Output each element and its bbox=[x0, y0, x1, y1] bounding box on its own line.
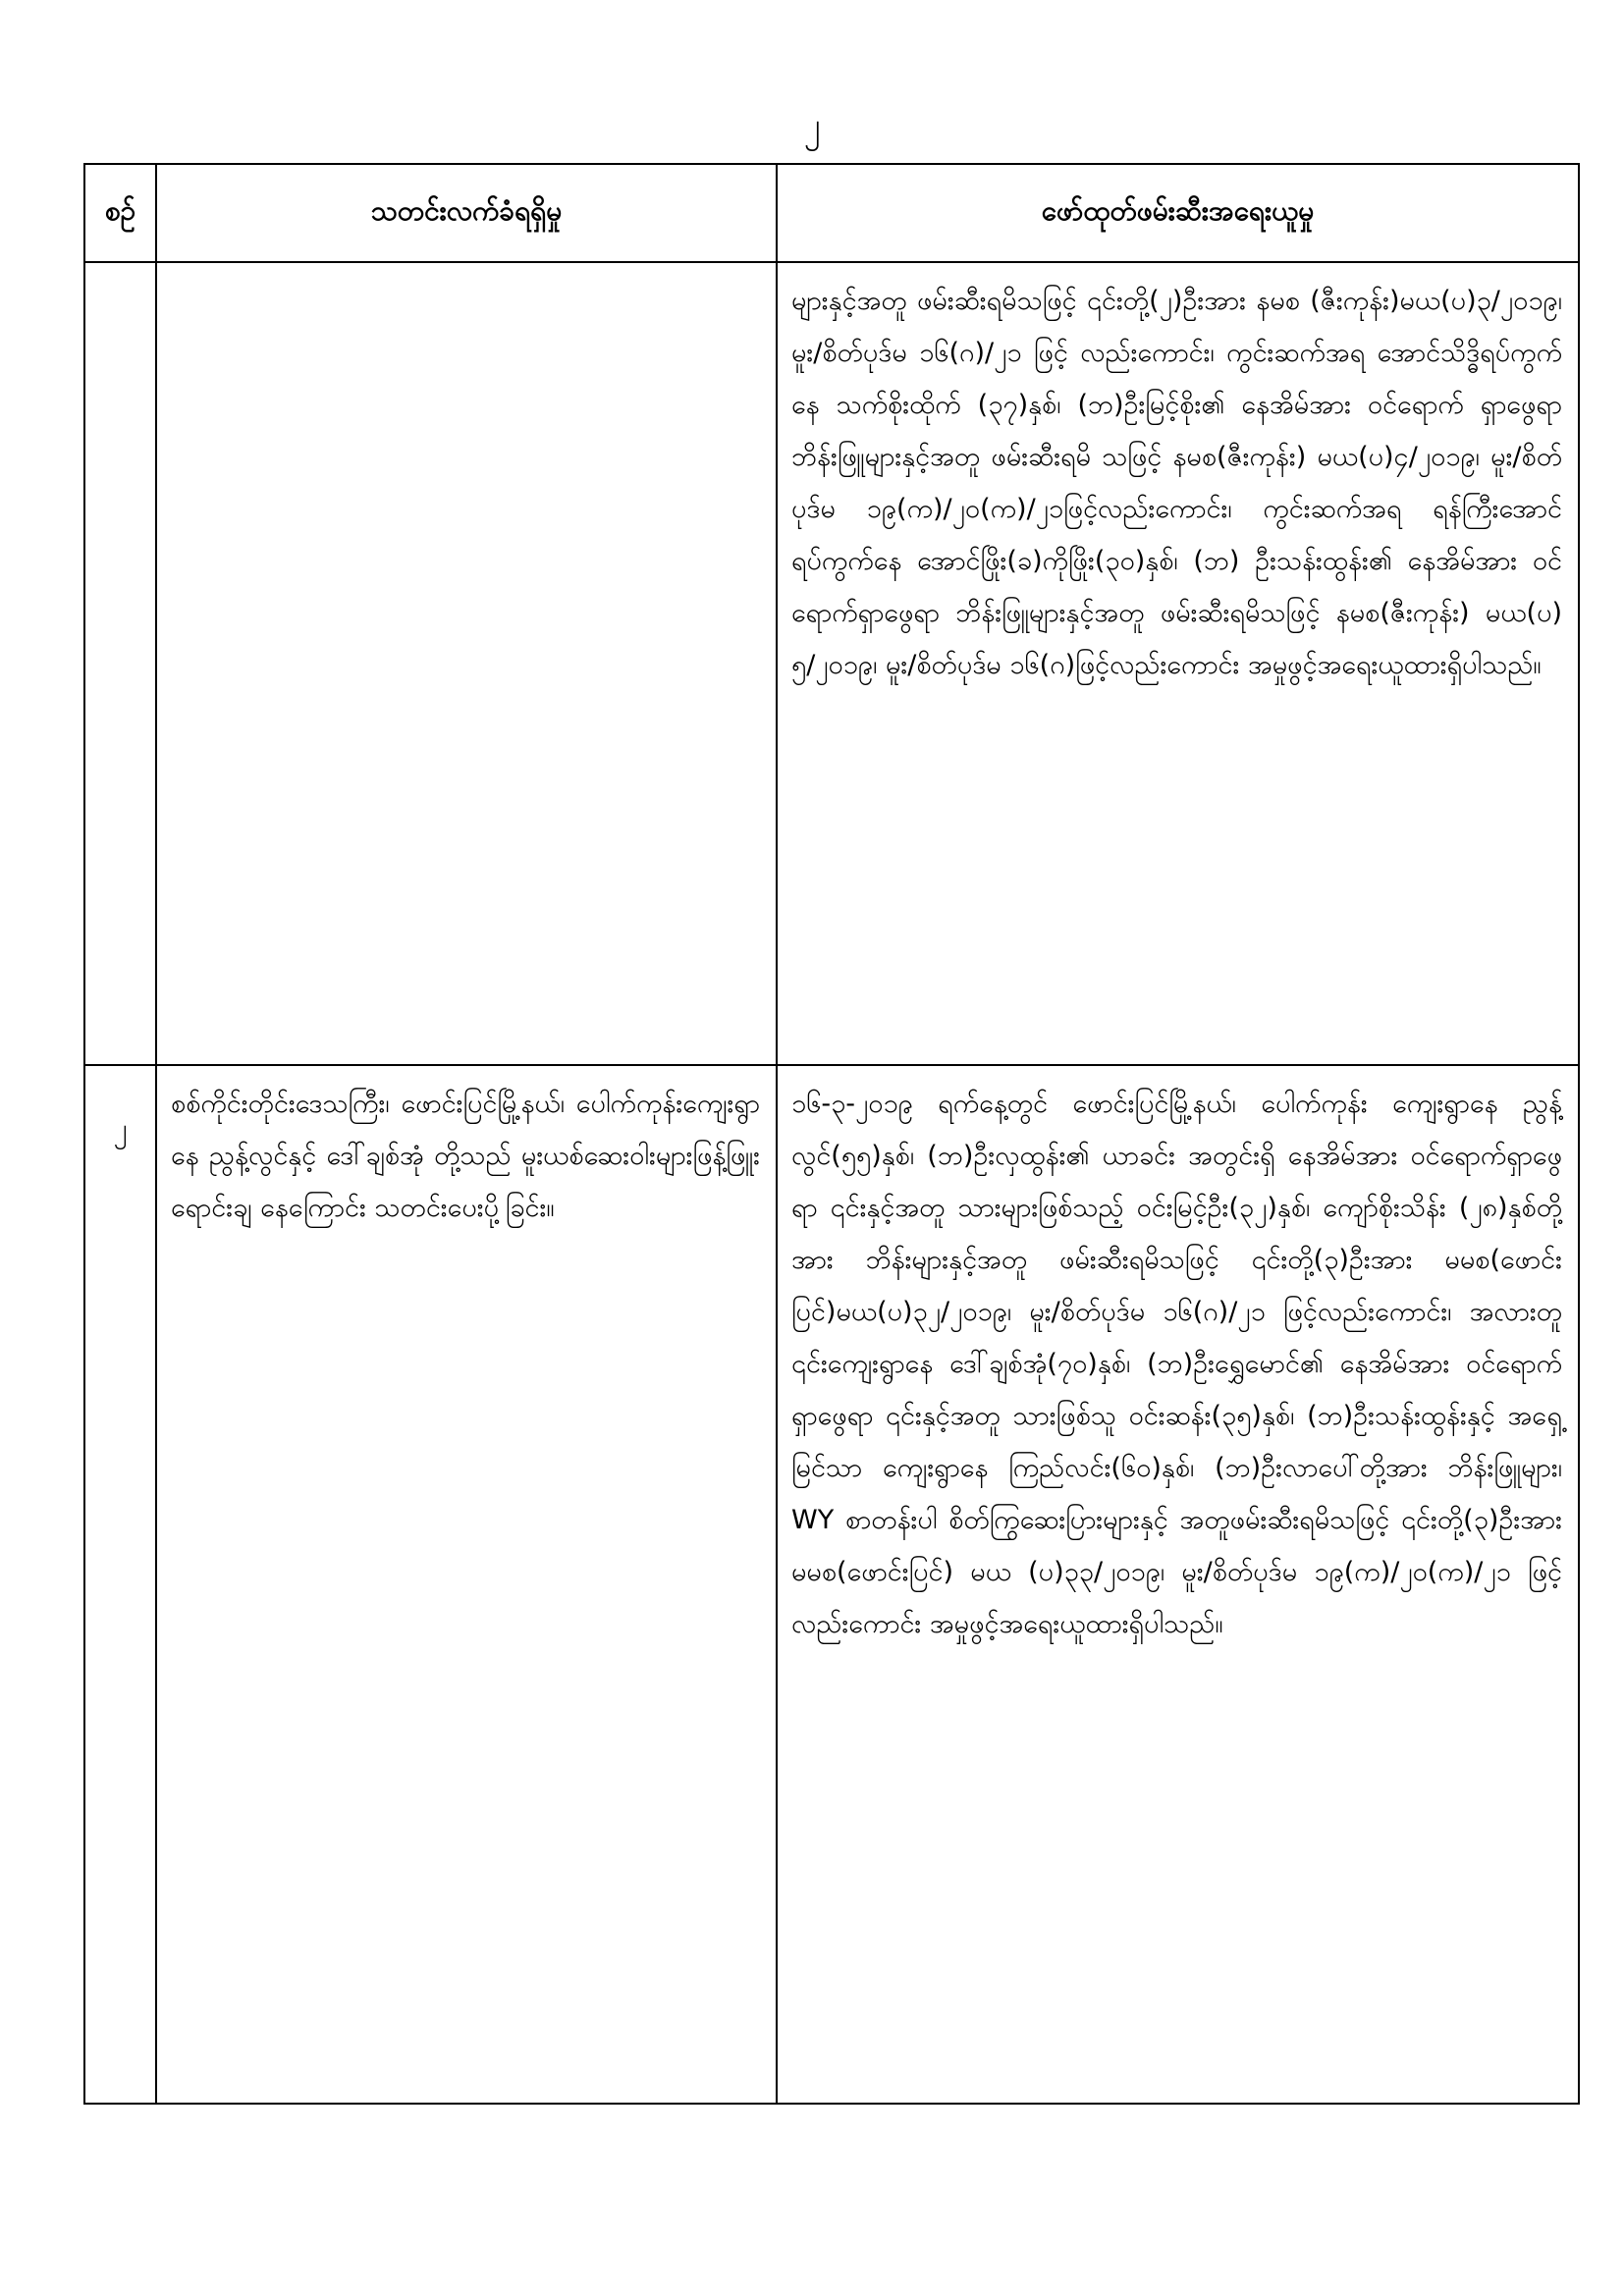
row-action-taken: ၁၆-၃-၂၀၁၉ ရက်နေ့တွင် ဖောင်းပြင်မြို့နယ်၊ ပေါက်ကုန်း ကျေးရွာနေ ညွန့်လွင်(၅၅)နှစ်၊ (ဘ)ဦးလှထွန်း၏ ယာခင်း အတွင်းရှိ နေအိမ်အား ဝင်ရောက်ရှာဖွေရာ ၎င်းနှင့်အတူ သားများဖြစ်သည့် ဝင်းမြင့်ဦး(၃၂)နှစ်၊ ကျော်စိုးသိန်း (၂၈)နှစ်တို့အား ဘိန်းများနှင့်အတူ ဖမ်းဆီးရမိသဖြင့် ၎င်းတို့(၃)ဦးအား မမစ(ဖောင်းပြင်)မယ(ပ)၃၂/၂၀၁၉၊ မူး/စိတ်ပုဒ်မ ၁၆(ဂ)/၂၁ ဖြင့်လည်းကောင်း၊ အလားတူ ၎င်းကျေးရွာနေ ဒေါ်ချစ်အုံ(၇၀)နှစ်၊ (ဘ)ဦးရွှေမောင်၏ နေအိမ်အား ဝင်ရောက်ရှာဖွေရာ ၎င်းနှင့်အတူ သားဖြစ်သူ ဝင်းဆန်း(၃၅)နှစ်၊ (ဘ)ဦးသန်းထွန်းနှင့် အရှေ့မြင်သာ ကျေးရွာနေ ကြည်လင်း(၆၀)နှစ်၊ (ဘ)ဦးလာပေါ်တို့အား ဘိန်းဖြူများ၊ WY စာတန်းပါ စိတ်ကြွဆေးပြားများနှင့် အတူဖမ်းဆီးရမိသဖြင့် ၎င်းတို့(၃)ဦးအား မမစ(ဖောင်းပြင်) မယ (ပ)၃၃/၂၀၁၉၊ မူး/စိတ်ပုဒ်မ ၁၉(က)/၂၀(က)/၂၁ ဖြင့် လည်းကောင်း အမှုဖွင့်အရေးယူထားရှိပါသည်။ bbox=[777, 1065, 1579, 2104]
report-table bbox=[83, 163, 1580, 2105]
table-row bbox=[84, 1065, 1579, 2104]
page-number: ၂ bbox=[803, 106, 821, 145]
row-serial-no: ၂ bbox=[84, 1065, 156, 2104]
table-row bbox=[84, 262, 1579, 1065]
header-serial-no: စဉ် bbox=[84, 164, 156, 262]
table-header-row bbox=[84, 164, 1579, 262]
row-action-taken: များနှင့်အတူ ဖမ်းဆီးရမိသဖြင့် ၎င်းတို့(၂)ဦးအား နမစ (ဇီးကုန်း)မယ(ပ)၃/၂၀၁၉၊ မူး/စိတ်ပုဒ်မ ၁၆(ဂ)/၂၁ ဖြင့် လည်းကောင်း၊ ကွင်းဆက်အရ အောင်သိဒ္ဓိရပ်ကွက်နေ သက်စိုးထိုက် (၃၇)နှစ်၊ (ဘ)ဦးမြင့်စိုး၏ နေအိမ်အား ဝင်ရောက် ရှာဖွေရာ ဘိန်းဖြူများနှင့်အတူ ဖမ်းဆီးရမိ သဖြင့် နမစ(ဇီးကုန်း) မယ(ပ)၄/၂၀၁၉၊ မူး/စိတ်ပုဒ်မ ၁၉(က)/၂၀(က)/၂၁ဖြင့်လည်းကောင်း၊ ကွင်းဆက်အရ ရန်ကြီးအောင်ရပ်ကွက်နေ အောင်ဖြိုး(ခ)ကိုဖြိုး(၃၀)နှစ်၊ (ဘ) ဦးသန်းထွန်း၏ နေအိမ်အား ဝင်ရောက်ရှာဖွေရာ ဘိန်းဖြူများနှင့်အတူ ဖမ်းဆီးရမိသဖြင့် နမစ(ဇီးကုန်း) မယ(ပ) ၅/၂၀၁၉၊ မူး/စိတ်ပုဒ်မ ၁၆(ဂ)ဖြင့်လည်းကောင်း အမှုဖွင့်အရေးယူထားရှိပါသည်။ bbox=[777, 262, 1579, 1065]
row-information-received: စစ်ကိုင်းတိုင်းဒေသကြီး၊ ဖောင်းပြင်မြို့နယ်၊ ပေါက်ကုန်းကျေးရွာနေ ညွန့်လွင်နှင့် ဒေါ်ချစ်အုံ တို့သည် မူးယစ်ဆေးဝါးများဖြန့်ဖြူးရောင်းချ နေကြောင်း သတင်းပေးပို့ခြင်း။ bbox=[156, 1065, 777, 2104]
row-information-received bbox=[156, 262, 777, 1065]
row-serial-no bbox=[84, 262, 156, 1065]
header-action-taken: ဖော်ထုတ်ဖမ်းဆီးအရေးယူမှု bbox=[777, 164, 1579, 262]
header-information-received: သတင်းလက်ခံရရှိမှု bbox=[156, 164, 777, 262]
